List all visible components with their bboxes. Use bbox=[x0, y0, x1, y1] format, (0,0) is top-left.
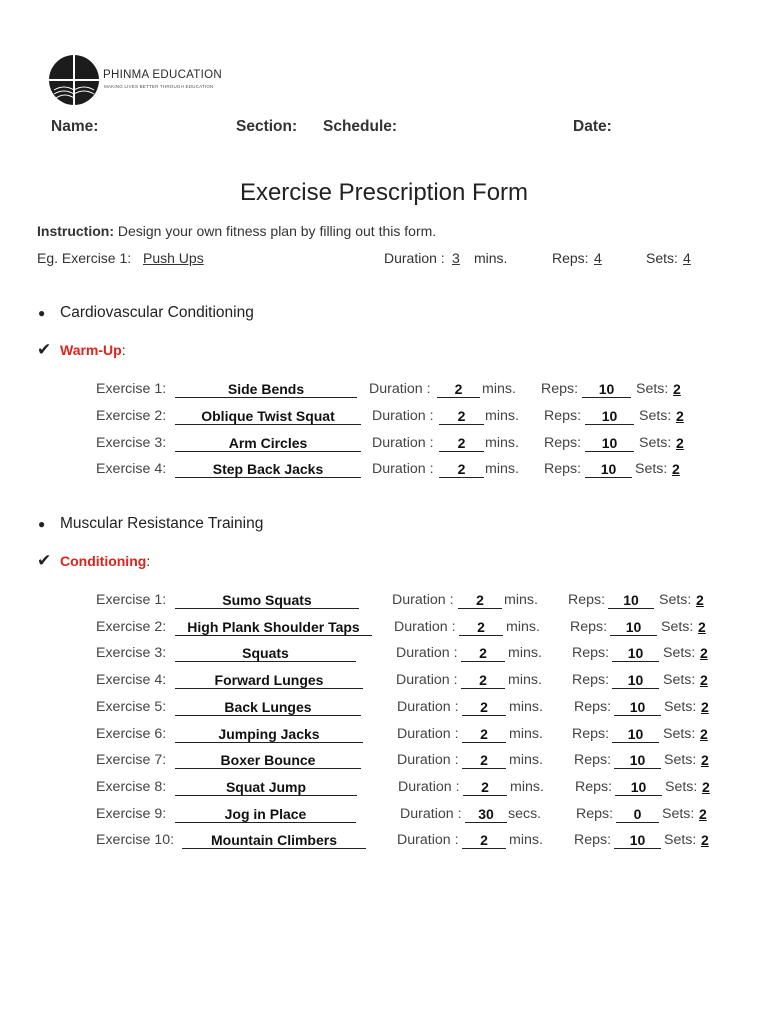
warmup-exercise-label: Exercise 2: bbox=[96, 408, 167, 424]
warmup-exercise-name: Side Bends bbox=[227, 381, 305, 397]
form-title: Exercise Prescription Form bbox=[239, 179, 529, 206]
conditioning-sets-value[interactable]: 2 bbox=[701, 832, 709, 848]
warmup-duration-label: Duration : bbox=[372, 408, 434, 424]
example-sets-label: Sets: bbox=[646, 250, 678, 266]
conditioning-reps-label: Reps: bbox=[574, 832, 612, 848]
warmup-reps-value: 10 bbox=[600, 461, 617, 477]
conditioning-sets-label: Sets: bbox=[664, 752, 697, 768]
conditioning-exercise-name: Back Lunges bbox=[224, 699, 312, 715]
conditioning-sets-value[interactable]: 2 bbox=[696, 592, 704, 608]
conditioning-sets-label: Sets: bbox=[663, 645, 696, 661]
phinma-logo-emblem bbox=[48, 54, 100, 106]
conditioning-exercise-label: Exercise 10: bbox=[96, 832, 175, 848]
conditioning-duration-label: Duration : bbox=[392, 592, 454, 608]
warmup-duration-unit: mins. bbox=[482, 381, 516, 397]
conditioning-exercise-name-field[interactable] bbox=[175, 672, 363, 689]
warmup-duration-value-field[interactable] bbox=[439, 408, 484, 425]
warmup-sets-label: Sets: bbox=[635, 461, 668, 477]
conditioning-duration-value: 2 bbox=[480, 699, 488, 715]
warmup-exercise-name-field[interactable] bbox=[175, 435, 361, 452]
conditioning-duration-value: 2 bbox=[476, 592, 484, 608]
conditioning-reps-value: 0 bbox=[633, 806, 642, 822]
warmup-exercise-name: Oblique Twist Squat bbox=[201, 408, 335, 424]
conditioning-reps-label: Reps: bbox=[570, 619, 608, 635]
conditioning-duration-label: Duration : bbox=[396, 645, 458, 661]
instruction-line bbox=[37, 223, 436, 239]
conditioning-reps-value: 10 bbox=[630, 779, 647, 795]
conditioning-duration-value-field[interactable] bbox=[465, 806, 507, 823]
conditioning-sets-label: Sets: bbox=[663, 726, 696, 742]
conditioning-sets-value[interactable]: 2 bbox=[700, 726, 708, 742]
warmup-reps-value: 10 bbox=[601, 435, 618, 451]
conditioning-duration-unit: mins. bbox=[506, 619, 540, 635]
conditioning-duration-value: 2 bbox=[480, 832, 488, 848]
conditioning-duration-value-field[interactable] bbox=[461, 672, 505, 689]
warmup-duration-unit: mins. bbox=[485, 435, 519, 451]
conditioning-reps-label: Reps: bbox=[576, 806, 614, 822]
example-prefix: Eg. Exercise 1: bbox=[37, 250, 132, 266]
conditioning-exercise-name-field[interactable] bbox=[175, 619, 372, 636]
conditioning-sets-value[interactable]: 2 bbox=[699, 806, 707, 822]
conditioning-duration-label: Duration : bbox=[396, 672, 458, 688]
conditioning-duration-label: Duration : bbox=[397, 699, 459, 715]
conditioning-reps-value-field[interactable] bbox=[616, 806, 659, 823]
conditioning-duration-unit: mins. bbox=[509, 726, 543, 742]
conditioning-check-icon: ✔ bbox=[37, 551, 52, 570]
conditioning-duration-value: 2 bbox=[479, 645, 487, 661]
conditioning-sets-label: Sets: bbox=[664, 699, 697, 715]
conditioning-reps-value-field[interactable] bbox=[614, 699, 661, 716]
conditioning-duration-label: Duration : bbox=[397, 832, 459, 848]
warmup-duration-value-field[interactable] bbox=[439, 435, 484, 452]
conditioning-duration-value: 30 bbox=[478, 806, 494, 822]
instruction-label: Instruction: bbox=[37, 223, 114, 239]
conditioning-duration-value: 2 bbox=[480, 752, 488, 768]
resistance-section-title: Muscular Resistance Training bbox=[60, 515, 264, 532]
example-reps-value: 4 bbox=[594, 250, 602, 266]
warmup-duration-value: 2 bbox=[454, 381, 463, 397]
example-sets-value: 4 bbox=[683, 250, 691, 266]
warmup-reps-value-field[interactable] bbox=[585, 461, 632, 478]
warmup-sets-value[interactable]: 2 bbox=[672, 461, 680, 477]
conditioning-exercise-name-field[interactable] bbox=[175, 645, 356, 662]
conditioning-sets-value[interactable]: 2 bbox=[702, 779, 710, 795]
logo-emblem-icon bbox=[48, 54, 100, 106]
conditioning-sets-value[interactable]: 2 bbox=[700, 672, 708, 688]
conditioning-reps-value: 10 bbox=[629, 752, 646, 768]
conditioning-reps-value-field[interactable] bbox=[612, 645, 659, 662]
conditioning-exercise-label: Exercise 7: bbox=[96, 752, 167, 768]
schedule-label: Schedule: bbox=[323, 118, 398, 135]
conditioning-exercise-name-field[interactable] bbox=[175, 592, 359, 609]
warmup-duration-value-field[interactable] bbox=[439, 461, 484, 478]
conditioning-reps-value-field[interactable] bbox=[610, 619, 657, 636]
conditioning-duration-value-field[interactable] bbox=[462, 752, 506, 769]
conditioning-exercise-name: Mountain Climbers bbox=[210, 832, 337, 848]
warmup-reps-value-field[interactable] bbox=[585, 435, 634, 452]
conditioning-reps-value: 10 bbox=[625, 619, 642, 635]
example-duration-label: Duration : bbox=[384, 250, 445, 266]
conditioning-sets-label: Sets: bbox=[665, 779, 698, 795]
conditioning-reps-label: Reps: bbox=[575, 779, 613, 795]
warmup-duration-label: Duration : bbox=[372, 435, 434, 451]
conditioning-exercise-name: Boxer Bounce bbox=[220, 752, 316, 768]
warmup-exercise-name-field[interactable] bbox=[175, 408, 361, 425]
conditioning-reps-label: Reps: bbox=[572, 672, 610, 688]
conditioning-duration-value: 2 bbox=[480, 726, 488, 742]
conditioning-duration-value: 2 bbox=[477, 619, 485, 635]
conditioning-exercise-label: Exercise 2: bbox=[96, 619, 167, 635]
warmup-reps-value-field[interactable] bbox=[585, 408, 634, 425]
conditioning-duration-label: Duration : bbox=[394, 619, 456, 635]
conditioning-exercise-name-field[interactable] bbox=[182, 832, 366, 849]
conditioning-exercise-name: Forward Lunges bbox=[214, 672, 324, 688]
conditioning-reps-value-field[interactable] bbox=[612, 672, 659, 689]
conditioning-duration-value-field[interactable] bbox=[462, 699, 506, 716]
conditioning-exercise-label: Exercise 5: bbox=[96, 699, 167, 715]
logo-tagline: MAKING LIVES BETTER THROUGH EDUCATION bbox=[104, 84, 214, 89]
warmup-duration-value-field[interactable] bbox=[437, 381, 480, 398]
conditioning-duration-unit: mins. bbox=[504, 592, 538, 608]
warmup-reps-label: Reps: bbox=[541, 381, 579, 397]
conditioning-exercise-label: Exercise 1: bbox=[96, 592, 167, 608]
conditioning-sets-value[interactable]: 2 bbox=[701, 699, 709, 715]
conditioning-exercise-label: Exercise 4: bbox=[96, 672, 167, 688]
warmup-reps-label: Reps: bbox=[544, 461, 582, 477]
section-label: Section: bbox=[236, 118, 298, 135]
conditioning-sets-value[interactable]: 2 bbox=[701, 752, 709, 768]
warmup-label: Warm-Up bbox=[60, 342, 122, 358]
conditioning-exercise-name-field[interactable] bbox=[175, 779, 357, 796]
conditioning-duration-unit: mins. bbox=[508, 645, 542, 661]
conditioning-duration-unit: mins. bbox=[509, 752, 543, 768]
conditioning-exercise-name: Squats bbox=[242, 645, 289, 661]
conditioning-reps-label: Reps: bbox=[574, 699, 612, 715]
conditioning-exercise-label: Exercise 3: bbox=[96, 645, 167, 661]
warmup-exercise-name: Arm Circles bbox=[228, 435, 308, 451]
warmup-sets-label: Sets: bbox=[639, 435, 672, 451]
conditioning-sets-label: Sets: bbox=[661, 619, 694, 635]
conditioning-sets-value[interactable]: 2 bbox=[700, 645, 708, 661]
conditioning-duration-value-field[interactable] bbox=[459, 619, 503, 636]
warmup-duration-label: Duration : bbox=[369, 381, 431, 397]
conditioning-colon: : bbox=[146, 553, 151, 569]
conditioning-reps-value-field[interactable] bbox=[608, 592, 654, 609]
warmup-heading bbox=[60, 342, 126, 360]
conditioning-duration-unit: mins. bbox=[508, 672, 542, 688]
conditioning-duration-unit: mins. bbox=[509, 832, 543, 848]
conditioning-exercise-name-field[interactable] bbox=[175, 699, 361, 716]
conditioning-reps-label: Reps: bbox=[572, 726, 610, 742]
conditioning-reps-value: 10 bbox=[629, 832, 646, 848]
conditioning-exercise-name: Jumping Jacks bbox=[218, 726, 320, 742]
conditioning-sets-label: Sets: bbox=[659, 592, 692, 608]
warmup-exercise-name-field[interactable] bbox=[175, 381, 357, 398]
warmup-colon: : bbox=[121, 342, 126, 358]
conditioning-sets-label: Sets: bbox=[662, 806, 695, 822]
conditioning-duration-value-field[interactable] bbox=[461, 645, 505, 662]
conditioning-exercise-label: Exercise 9: bbox=[96, 806, 167, 822]
conditioning-duration-value-field[interactable] bbox=[462, 726, 506, 743]
date-label: Date: bbox=[573, 118, 612, 135]
conditioning-exercise-name: High Plank Shoulder Taps bbox=[187, 619, 360, 635]
cardio-bullet: ● bbox=[38, 306, 46, 320]
conditioning-duration-value-field[interactable] bbox=[462, 832, 506, 849]
conditioning-label: Conditioning bbox=[60, 553, 147, 569]
warmup-duration-unit: mins. bbox=[485, 461, 519, 477]
conditioning-sets-label: Sets: bbox=[664, 832, 697, 848]
conditioning-exercise-name-field[interactable] bbox=[175, 752, 361, 769]
resistance-bullet: ● bbox=[38, 517, 46, 531]
name-label: Name: bbox=[51, 118, 99, 135]
instruction-text: Design your own fitness plan by filling out this form. bbox=[117, 223, 437, 239]
cardio-section-title: Cardiovascular Conditioning bbox=[60, 304, 254, 321]
conditioning-duration-label: Duration : bbox=[397, 726, 459, 742]
conditioning-duration-unit: mins. bbox=[509, 699, 543, 715]
conditioning-duration-label: Duration : bbox=[397, 752, 459, 768]
warmup-reps-label: Reps: bbox=[544, 435, 582, 451]
conditioning-reps-value-field[interactable] bbox=[614, 832, 661, 849]
conditioning-reps-value: 10 bbox=[627, 726, 644, 742]
logo-name: PHINMA EDUCATION bbox=[103, 69, 222, 81]
warmup-exercise-name-field[interactable] bbox=[175, 461, 361, 478]
warmup-duration-value: 2 bbox=[457, 435, 466, 451]
warmup-sets-value[interactable]: 2 bbox=[676, 435, 684, 451]
example-exercise: Push Ups bbox=[143, 250, 204, 266]
warmup-check-icon: ✔ bbox=[37, 340, 52, 359]
conditioning-duration-value: 2 bbox=[479, 672, 487, 688]
conditioning-exercise-label: Exercise 8: bbox=[96, 779, 167, 795]
conditioning-reps-label: Reps: bbox=[572, 645, 610, 661]
conditioning-reps-value: 10 bbox=[627, 645, 644, 661]
warmup-reps-value-field[interactable] bbox=[582, 381, 631, 398]
conditioning-exercise-name-field[interactable] bbox=[175, 806, 356, 823]
warmup-duration-unit: mins. bbox=[485, 408, 519, 424]
conditioning-reps-value-field[interactable] bbox=[614, 752, 661, 769]
conditioning-duration-value-field[interactable] bbox=[458, 592, 502, 609]
conditioning-reps-value: 10 bbox=[623, 592, 639, 608]
warmup-exercise-label: Exercise 3: bbox=[96, 435, 167, 451]
conditioning-reps-value: 10 bbox=[627, 672, 644, 688]
conditioning-duration-unit: secs. bbox=[508, 806, 542, 822]
conditioning-reps-value-field[interactable] bbox=[612, 726, 659, 743]
example-duration-value: 3 bbox=[452, 250, 460, 266]
conditioning-exercise-label: Exercise 6: bbox=[96, 726, 167, 742]
conditioning-exercise-name: Squat Jump bbox=[225, 779, 307, 795]
conditioning-sets-value[interactable]: 2 bbox=[698, 619, 706, 635]
conditioning-exercise-name: Sumo Squats bbox=[222, 592, 312, 608]
warmup-reps-label: Reps: bbox=[544, 408, 582, 424]
warmup-sets-label: Sets: bbox=[639, 408, 672, 424]
warmup-duration-label: Duration : bbox=[372, 461, 434, 477]
conditioning-duration-value-field[interactable] bbox=[463, 779, 507, 796]
conditioning-heading bbox=[60, 553, 150, 571]
conditioning-reps-value-field[interactable] bbox=[615, 779, 662, 796]
warmup-sets-label: Sets: bbox=[636, 381, 669, 397]
example-duration-unit: mins. bbox=[474, 250, 508, 266]
conditioning-exercise-name-field[interactable] bbox=[175, 726, 363, 743]
warmup-reps-value: 10 bbox=[601, 408, 618, 424]
warmup-sets-value[interactable]: 2 bbox=[673, 381, 681, 397]
conditioning-sets-label: Sets: bbox=[663, 672, 696, 688]
warmup-reps-value: 10 bbox=[598, 381, 615, 397]
conditioning-duration-label: Duration : bbox=[400, 806, 462, 822]
conditioning-duration-value: 2 bbox=[481, 779, 489, 795]
conditioning-duration-label: Duration : bbox=[398, 779, 460, 795]
conditioning-reps-value: 10 bbox=[629, 699, 646, 715]
conditioning-exercise-name: Jog in Place bbox=[224, 806, 307, 822]
warmup-exercise-name: Step Back Jacks bbox=[212, 461, 324, 477]
example-reps-label: Reps: bbox=[552, 250, 589, 266]
warmup-sets-value[interactable]: 2 bbox=[676, 408, 684, 424]
conditioning-reps-label: Reps: bbox=[568, 592, 606, 608]
conditioning-reps-label: Reps: bbox=[574, 752, 612, 768]
warmup-duration-value: 2 bbox=[457, 408, 466, 424]
warmup-exercise-label: Exercise 4: bbox=[96, 461, 167, 477]
warmup-exercise-label: Exercise 1: bbox=[96, 381, 167, 397]
warmup-duration-value: 2 bbox=[457, 461, 466, 477]
conditioning-duration-unit: mins. bbox=[510, 779, 544, 795]
